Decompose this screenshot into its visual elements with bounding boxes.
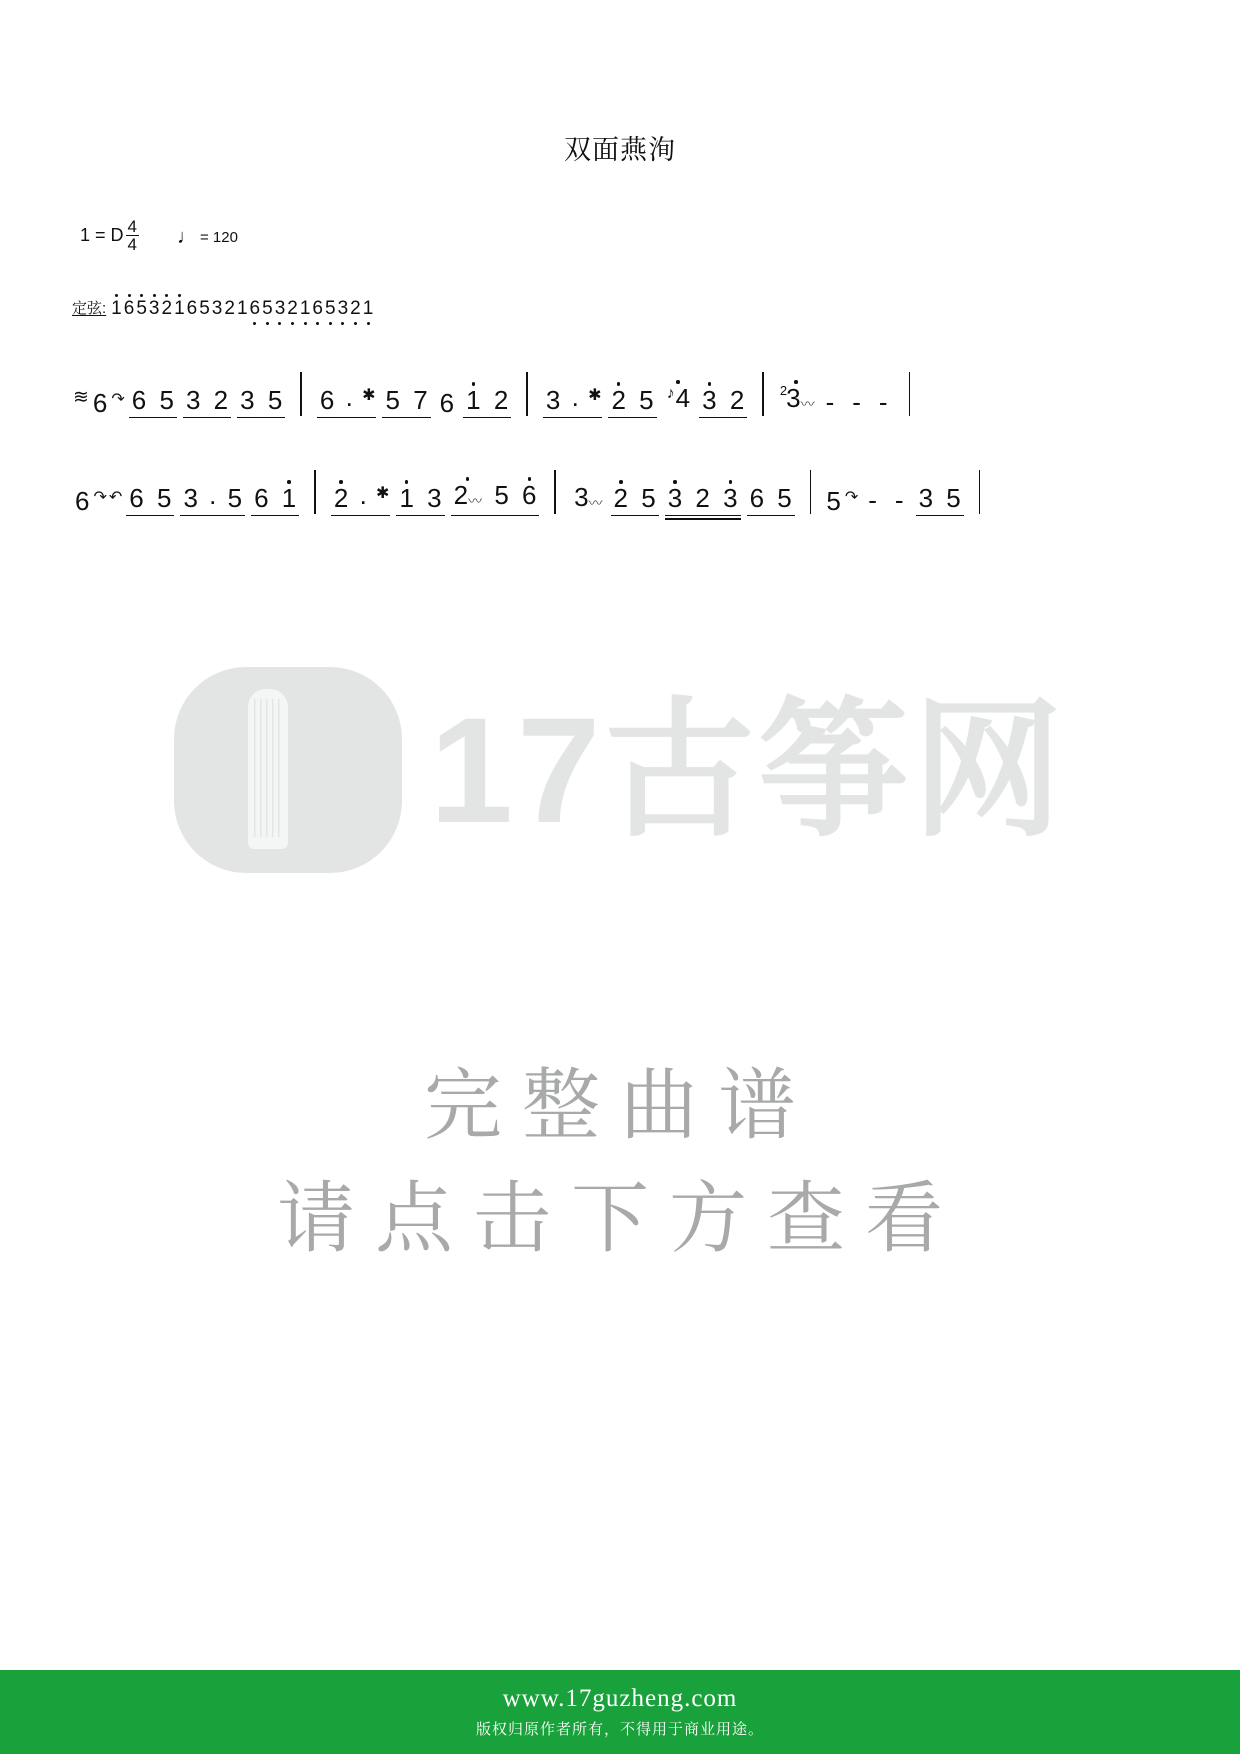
tuning-note: 1 — [174, 298, 185, 319]
beamed-group — [608, 385, 656, 418]
page-title: 双面燕洵 — [564, 135, 676, 165]
note: 5 — [641, 483, 656, 513]
octave-up-dot-icon — [466, 477, 470, 481]
tuning-note: 6 — [249, 298, 261, 319]
tuning-note: 5 — [262, 298, 273, 319]
duration-dash: - — [852, 387, 861, 417]
note: 5 — [385, 385, 400, 415]
note: 3〰 — [568, 482, 607, 516]
duration-dash: - — [878, 387, 888, 417]
note: 2 — [611, 483, 631, 513]
barline — [300, 372, 302, 416]
tuning-note: 5 — [325, 298, 336, 319]
beamed-group — [237, 385, 285, 418]
measure — [823, 483, 966, 516]
tuning-note: 3 — [211, 298, 223, 319]
note: 1 — [396, 483, 416, 513]
vibrato-icon: 〰 — [588, 495, 602, 511]
tuning-note: 6 — [123, 298, 135, 319]
note: 2 — [331, 483, 351, 513]
time-signature — [126, 218, 139, 253]
note: 3 — [699, 385, 719, 415]
tuning-note: 2 — [224, 298, 235, 319]
note: 6 — [131, 385, 147, 415]
stave-2 — [72, 470, 1172, 516]
tuning-note: 3 — [337, 298, 349, 319]
note: 5 — [159, 385, 174, 415]
note: 5 — [777, 483, 792, 513]
grace-note-icon: ♪ — [666, 385, 675, 402]
note: 6 — [92, 388, 108, 418]
tuning-note: 6 — [312, 298, 323, 319]
beamed-group — [396, 483, 444, 516]
note: 6 — [749, 483, 765, 513]
tuning-note: 6 — [186, 298, 198, 319]
tempo-marking — [177, 226, 238, 246]
notice-line-2: 请点击下方查看 — [276, 1174, 963, 1265]
guzheng-icon — [174, 667, 402, 873]
tuning-note: 5 — [199, 298, 210, 319]
dotted-duration: . — [359, 480, 367, 510]
beamed-group — [126, 483, 174, 516]
measure — [72, 480, 302, 516]
watermark-text: 17古筝网 — [429, 686, 1067, 854]
octave-up-dot-icon — [617, 382, 621, 386]
tuning-note: 1 — [362, 298, 374, 319]
tuning-note: 2 — [161, 298, 173, 319]
note: 2 — [695, 483, 710, 513]
measure — [776, 383, 897, 418]
quarter-note-icon: ♩ — [177, 225, 197, 248]
note: 6 — [519, 480, 539, 510]
dotted-duration: . — [345, 382, 353, 412]
footer-copyright: 版权归原作者所有，不得用于商业用途。 — [475, 1721, 764, 1738]
vibrato-icon: 〰 — [800, 396, 814, 412]
note: 5 — [156, 483, 172, 513]
octave-up-dot-icon — [405, 480, 409, 484]
tuning-note: 3 — [148, 298, 160, 319]
note: 5 — [826, 486, 841, 516]
note: 5 — [227, 483, 243, 513]
stave-1 — [72, 372, 1172, 418]
barline — [314, 470, 316, 514]
beamed-group — [331, 480, 391, 516]
footer — [0, 1670, 1240, 1754]
beamed-group — [317, 382, 377, 418]
octave-up-dot-icon — [794, 380, 798, 384]
slide-up-ornament-icon: ↷ — [844, 489, 859, 506]
measure — [72, 385, 288, 418]
octave-up-dot-icon — [729, 480, 733, 484]
duration-dash: - — [868, 485, 877, 515]
notice-line-1: 完整曲谱 — [423, 1061, 816, 1151]
octave-up-dot-icon — [528, 477, 532, 481]
octave-up-dot-icon — [339, 480, 343, 484]
beamed-group — [916, 483, 964, 516]
octave-up-dot-icon — [673, 480, 677, 484]
dotted-duration: . — [209, 480, 217, 510]
tuning-note: 3 — [274, 298, 286, 319]
score-meta-row — [80, 218, 238, 253]
tuning-note: 1 — [111, 298, 122, 319]
watermark-inner — [174, 667, 1067, 873]
tuning-note: 1 — [236, 298, 248, 319]
slide-down-ornament-icon: ↶ — [108, 489, 123, 506]
measure — [540, 383, 750, 418]
note: 3 — [185, 385, 201, 415]
note: 6 — [129, 483, 144, 513]
note: 5 — [639, 385, 654, 415]
pluck-ornament-icon: ✱ — [588, 387, 602, 404]
note: 2 — [729, 385, 745, 415]
measure — [314, 382, 514, 418]
barline — [762, 372, 764, 416]
tuning-label: 定弦: — [72, 300, 107, 317]
octave-up-dot-icon — [676, 380, 680, 384]
barline — [909, 372, 911, 416]
note: 5 — [494, 480, 509, 510]
time-signature-numerator: 4 — [127, 217, 137, 236]
barline — [979, 470, 981, 514]
beamed-group — [699, 385, 747, 418]
note: 3 — [240, 385, 255, 415]
note: 1 — [463, 385, 483, 415]
note: 1 — [279, 483, 299, 513]
pluck-ornament-icon: ✱ — [376, 485, 390, 502]
note: 2 — [493, 385, 509, 415]
beamed-group — [129, 385, 177, 418]
octave-up-dot-icon — [472, 382, 476, 386]
tempo-value: = 120 — [200, 228, 238, 246]
note: 3 — [665, 483, 685, 513]
tuning-notes — [110, 298, 374, 320]
note: 2 3〰 — [776, 383, 817, 418]
barline — [810, 470, 812, 514]
tuning-note: 2 — [287, 298, 298, 319]
note: 6 — [439, 388, 455, 418]
slide-up-ornament-icon: ↷ — [93, 489, 107, 506]
note: 2〰 — [451, 480, 484, 514]
note: 5 — [267, 385, 283, 415]
note: 3 — [918, 483, 934, 513]
note: ♪4 — [660, 383, 696, 418]
beamed-group — [180, 480, 245, 516]
duration-dash: - — [825, 387, 835, 417]
note: 6 — [319, 385, 335, 415]
pluck-ornament-icon: ✱ — [362, 387, 376, 404]
preview-notice — [0, 1050, 1240, 1276]
barline — [526, 372, 528, 416]
beamed-group — [183, 385, 231, 418]
note: 6 — [254, 483, 269, 513]
note: 7 — [413, 385, 428, 415]
measure — [568, 482, 798, 516]
octave-up-dot-icon — [708, 382, 712, 386]
beamed-group — [382, 385, 430, 418]
beamed-group — [451, 480, 540, 516]
time-signature-denominator: 4 — [127, 235, 137, 254]
beamed-group — [611, 483, 659, 516]
beamed-group-double — [665, 483, 741, 516]
slide-up-ornament-icon: ↷ — [111, 391, 125, 408]
duration-dash: - — [894, 485, 904, 515]
tuning-note: 2 — [350, 298, 361, 319]
tuning-note: 1 — [299, 298, 311, 319]
vibrato-icon: 〰 — [468, 493, 482, 509]
footer-url[interactable]: www.17guzheng.com — [502, 1685, 738, 1712]
measure — [328, 480, 543, 516]
tuning-row — [72, 298, 374, 320]
note: 3 — [427, 483, 442, 513]
beamed-group — [463, 385, 511, 418]
beamed-group — [543, 382, 603, 418]
tremolo-ornament-icon: ≋ — [73, 387, 89, 408]
note: 3 — [183, 483, 198, 513]
guzheng-strings-icon — [248, 689, 288, 849]
beamed-group — [251, 483, 299, 516]
octave-up-dot-icon — [619, 480, 623, 484]
octave-up-dot-icon — [287, 480, 291, 484]
barline — [554, 470, 556, 514]
note: 5 — [946, 483, 961, 513]
key-signature-text: 1 = D — [80, 225, 124, 245]
key-signature — [80, 218, 139, 253]
note: 3 — [545, 385, 561, 415]
fingering-number: 2 — [779, 383, 788, 398]
watermark — [0, 650, 1240, 890]
note: 2 — [608, 385, 628, 415]
note: 6 — [75, 486, 90, 516]
tuning-note: 5 — [136, 298, 147, 319]
note: 2 — [213, 385, 229, 415]
beamed-group — [747, 483, 795, 516]
dotted-duration: . — [571, 382, 579, 412]
note: 3 — [720, 483, 740, 513]
